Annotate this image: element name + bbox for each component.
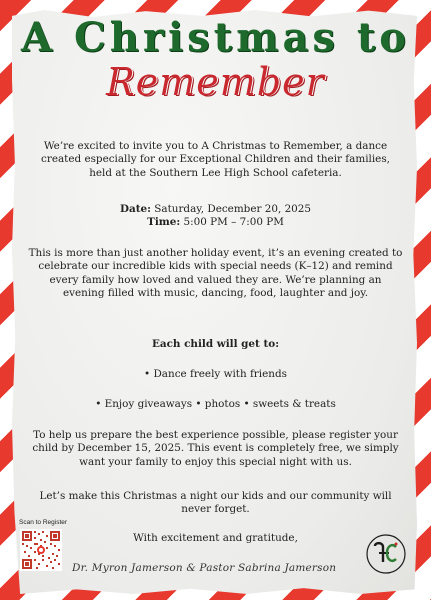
signature: Dr. Myron Jamerson & Pastor Sabrina Jamerson <box>72 562 337 574</box>
time-value: 5:00 PM – 7:00 PM <box>183 216 284 228</box>
closing-line: With excitement and gratitude, <box>133 532 298 544</box>
flyer-title: A Christmas to <box>21 14 410 61</box>
date-value: Saturday, December 20, 2025 <box>154 203 312 215</box>
flyer-subtitle: Remember <box>106 60 325 104</box>
each-child-heading: Each child will get to: <box>151 338 280 350</box>
qr-label: Scan to Register <box>19 519 68 526</box>
bullet-dance: • Dance freely with friends <box>144 368 287 380</box>
event-date <box>28 203 403 216</box>
bullet-giveaways: • Enjoy giveaways • photos • sweets & treats <box>95 398 336 410</box>
event-time <box>28 216 403 229</box>
intro-paragraph: We’re excited to invite you to A Christmas to Remember, a dance created especially for our Exceptional Children and their families, held at the Southern Lee High School cafeteria. <box>41 140 390 179</box>
register-qr-code[interactable] <box>20 529 62 571</box>
description-paragraph: This is more than just another holiday event, it’s an evening created to celebrate our incredible kids with special needs (K–12) and remind every family how loved and valued they are. We’re planning an evening filled with music, dancing, food, laughter and joy. <box>28 247 403 300</box>
qr-code-icon <box>20 529 62 571</box>
register-paragraph: To help us prepare the best experience possible, please register your child by December 15, 2025. This event is completely free, we simply want your family to enjoy this special night with us. <box>32 429 399 468</box>
time-label: Time: <box>147 216 181 228</box>
logo-icon <box>365 533 407 575</box>
date-label: Date: <box>119 203 151 215</box>
closing-paragraph: Let’s make this Christmas a night our kids and our community will never forget. <box>39 490 392 516</box>
organization-logo <box>365 533 407 575</box>
